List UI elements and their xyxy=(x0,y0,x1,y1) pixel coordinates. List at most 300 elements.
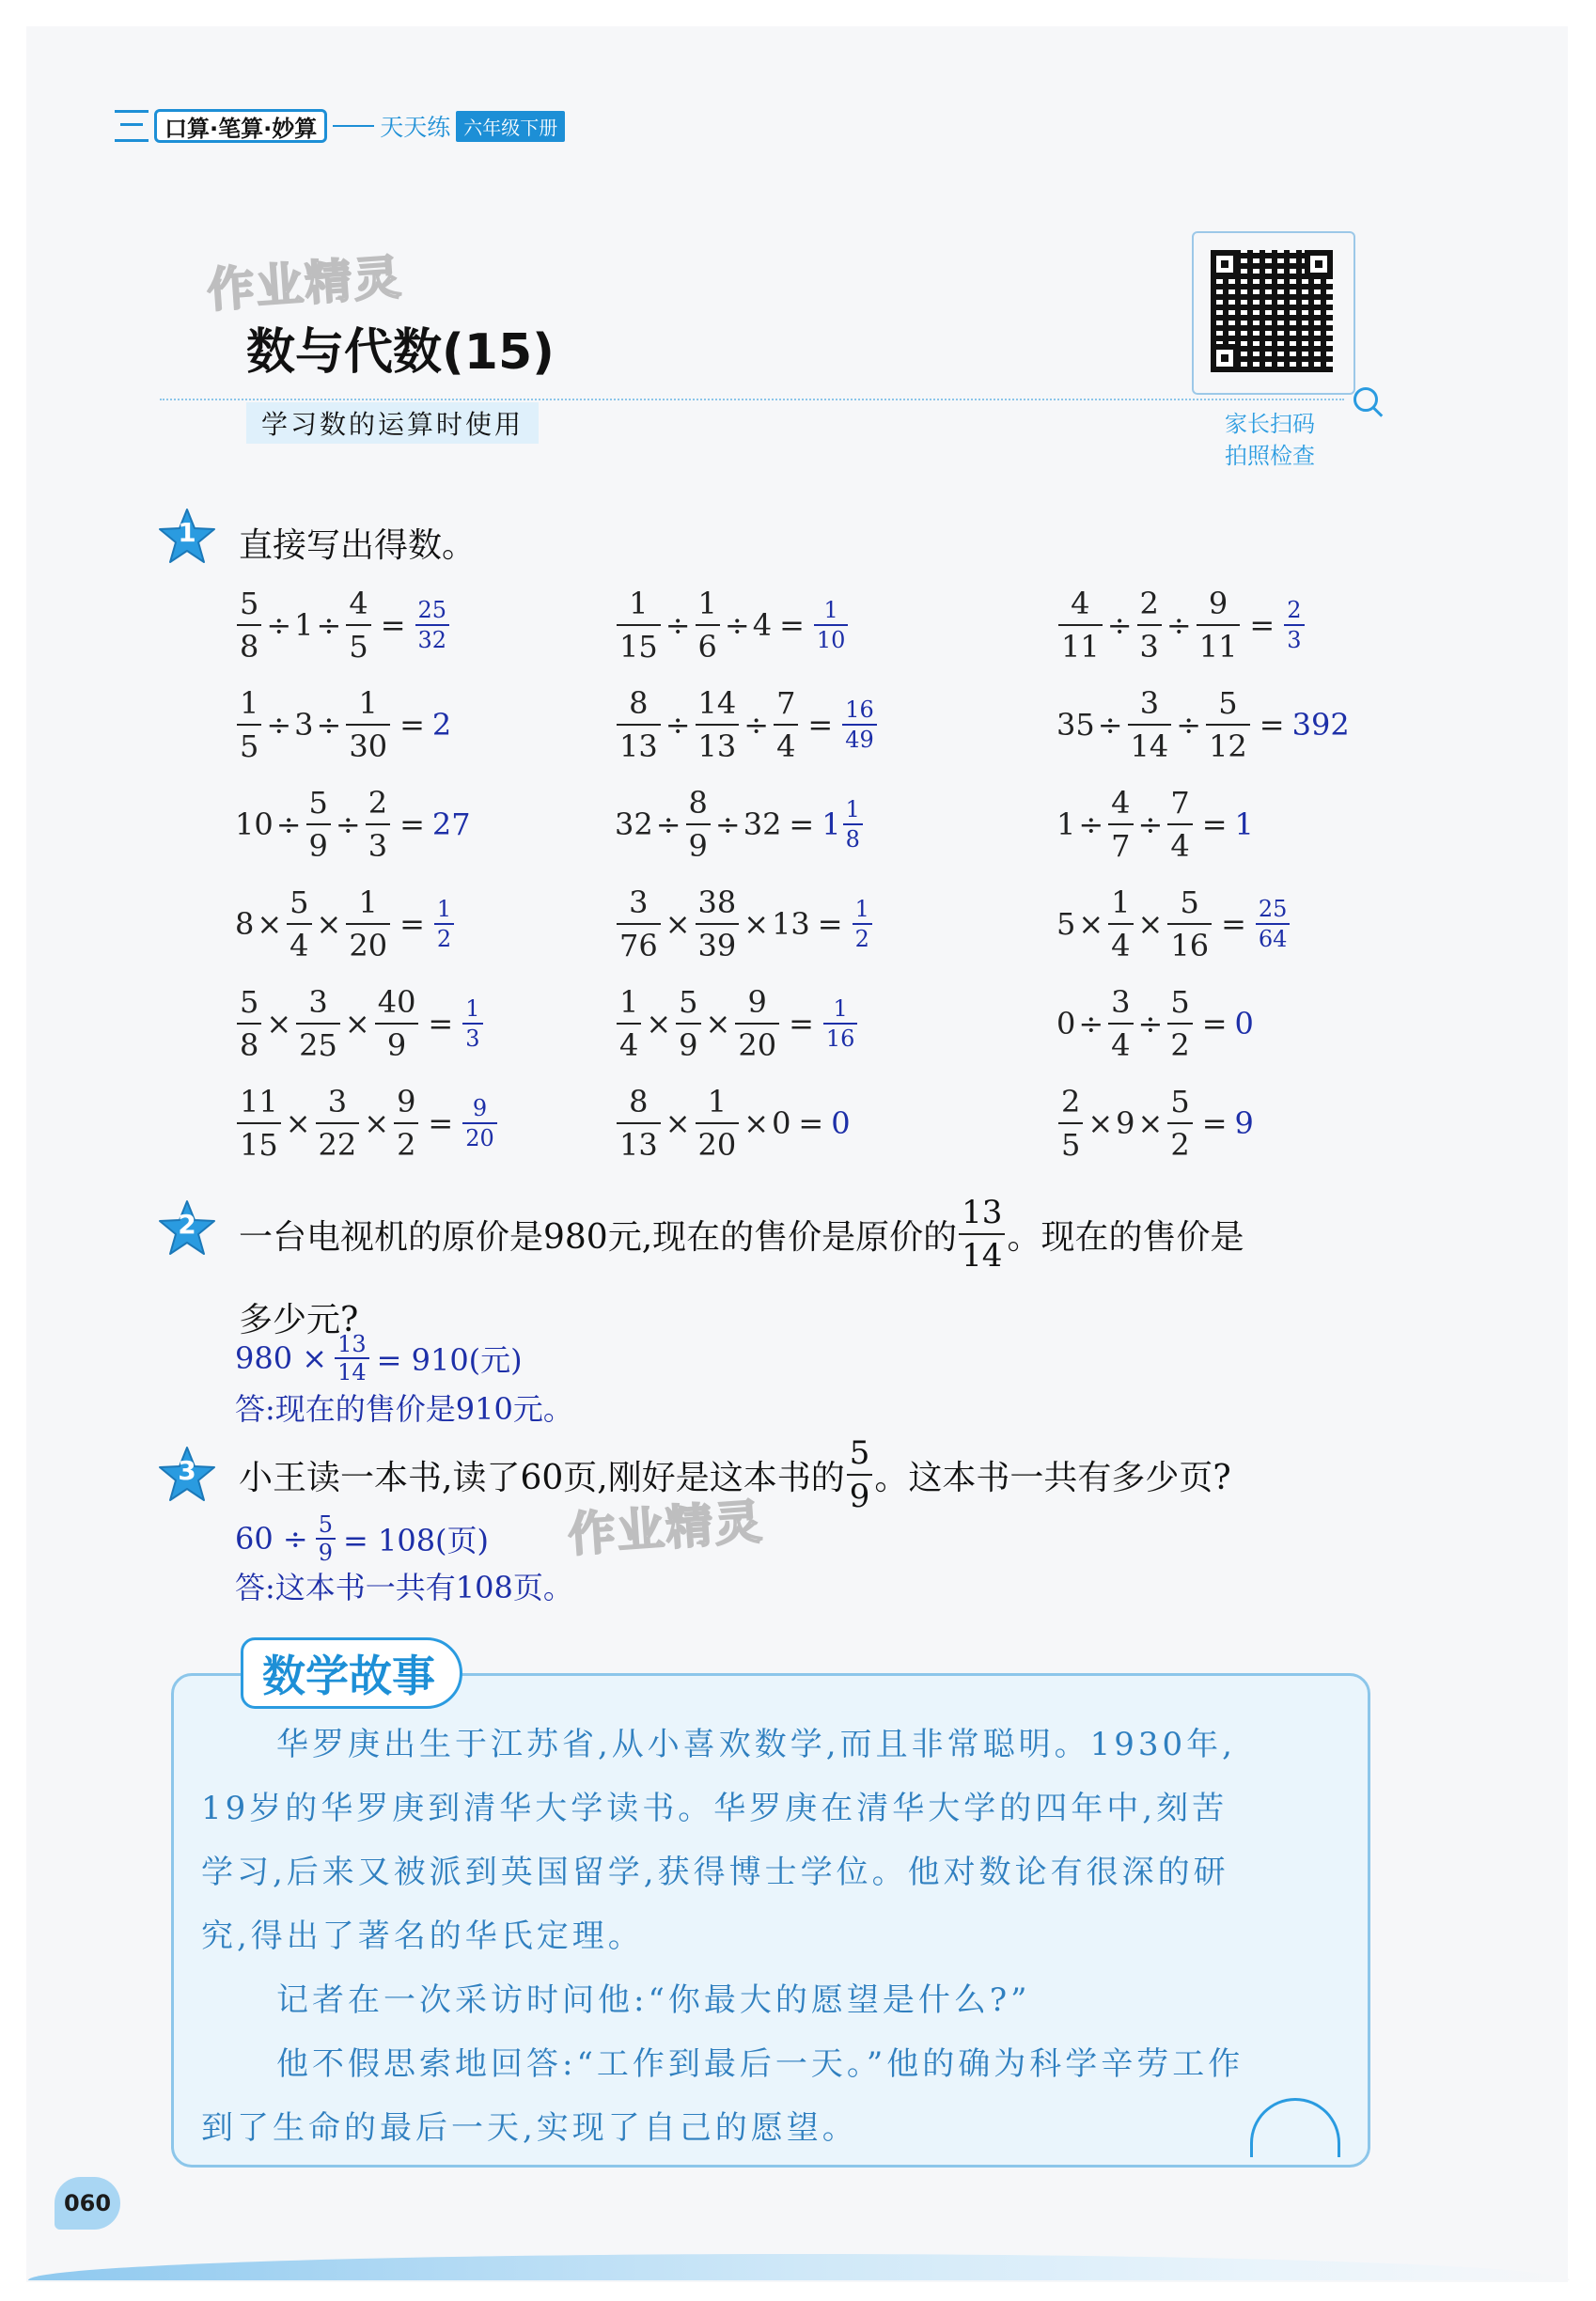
work-frac-numerator: 5 xyxy=(318,1511,333,1538)
watermark-top: 作业精灵 xyxy=(205,249,405,319)
exercise-item xyxy=(615,682,879,767)
exercise-item xyxy=(235,682,451,767)
fraction xyxy=(617,882,661,966)
number: 8 xyxy=(235,906,255,942)
section-3-work xyxy=(235,1511,489,1566)
operator: ÷ xyxy=(714,806,741,842)
fraction xyxy=(696,1081,740,1166)
operator: × xyxy=(344,1006,370,1041)
fraction xyxy=(1137,583,1162,667)
number: 1 xyxy=(1056,806,1076,842)
operator: × xyxy=(285,1105,311,1141)
operator: ÷ xyxy=(655,806,681,842)
exercise-item xyxy=(235,583,451,667)
fraction-denominator: 49 xyxy=(845,727,874,753)
fraction xyxy=(1128,682,1172,767)
operator: ÷ xyxy=(665,707,691,743)
fraction-numerator: 13 xyxy=(962,1194,1003,1231)
header-dash xyxy=(333,125,374,127)
exercise-item xyxy=(1056,882,1291,966)
operator: ÷ xyxy=(1137,806,1164,842)
equals-sign: = xyxy=(789,806,815,842)
work-right: = 108(页) xyxy=(342,1523,490,1558)
fraction xyxy=(1284,596,1304,654)
fraction xyxy=(676,981,700,1066)
qr-caption xyxy=(1218,408,1322,472)
story-line-1: 华罗庚出生于江苏省,从小喜欢数学,而且非常聪明。1930年, xyxy=(276,1726,1236,1763)
fraction xyxy=(1058,583,1103,667)
fraction xyxy=(617,682,661,767)
fraction-numerator: 9 xyxy=(747,984,767,1020)
number: 9 xyxy=(1116,1105,1135,1141)
fraction-denominator: 13 xyxy=(619,728,658,764)
section-2-text-before: 一台电视机的原价是980元,现在的售价是原价的 xyxy=(239,1217,958,1257)
fraction-denominator: 15 xyxy=(619,629,658,665)
section-2-answer: 答:现在的售价是910元。 xyxy=(235,1391,573,1427)
operator: ÷ xyxy=(275,806,302,842)
fraction-denominator: 20 xyxy=(697,1127,737,1163)
fraction xyxy=(823,994,858,1053)
fraction-numerator: 1 xyxy=(619,984,639,1020)
equals-sign: = xyxy=(1201,1006,1228,1041)
fraction-numerator: 1 xyxy=(1111,884,1131,920)
fraction-denominator: 13 xyxy=(619,1127,658,1163)
fraction-numerator: 2 xyxy=(1139,586,1159,621)
fraction xyxy=(1167,981,1192,1066)
operator: ÷ xyxy=(1106,607,1133,643)
handwritten-answer xyxy=(851,895,874,953)
fraction xyxy=(617,583,661,667)
operator: ÷ xyxy=(335,806,361,842)
fraction-denominator: 2 xyxy=(1170,1027,1190,1063)
fraction-numerator: 1 xyxy=(629,586,649,621)
fraction-numerator: 1 xyxy=(707,1084,728,1119)
fraction xyxy=(316,1081,360,1166)
operator: ÷ xyxy=(266,707,292,743)
book-header xyxy=(115,109,565,143)
work-left: 60 ÷ xyxy=(235,1521,308,1557)
section-3-text-after: 。这本书一共有多少页? xyxy=(874,1458,1231,1497)
operator: × xyxy=(705,1006,731,1041)
fraction-numerator: 5 xyxy=(308,785,328,821)
fraction-numerator: 3 xyxy=(327,1084,348,1119)
lesson-subtitle: 学习数的运算时使用 xyxy=(246,402,539,444)
fraction-numerator: 4 xyxy=(1111,785,1131,821)
exercise-item xyxy=(235,1081,499,1166)
fraction xyxy=(1167,882,1212,966)
fraction xyxy=(853,895,872,953)
fraction xyxy=(843,795,863,853)
fraction-numerator: 5 xyxy=(240,586,259,621)
exercise-item xyxy=(615,583,850,667)
section-3-answer: 答:这本书一共有108页。 xyxy=(235,1570,573,1605)
series-name: 天天练 xyxy=(380,114,451,141)
operator: ÷ xyxy=(1137,1006,1164,1041)
section-2-fraction xyxy=(959,1192,1005,1276)
handwritten-answer xyxy=(461,994,484,1053)
fraction-numerator: 5 xyxy=(1218,685,1238,721)
equals-sign: = xyxy=(1259,707,1285,743)
fraction-numerator: 40 xyxy=(377,984,416,1020)
fraction xyxy=(1197,583,1241,667)
handwritten-answer: 2 xyxy=(431,707,452,743)
fraction-denominator: 13 xyxy=(697,728,737,764)
work-frac-denominator: 9 xyxy=(318,1540,333,1566)
page-number: 060 xyxy=(55,2177,120,2230)
fraction-denominator: 22 xyxy=(318,1127,357,1163)
fraction-numerator: 2 xyxy=(368,785,388,821)
fraction-numerator: 2 xyxy=(1061,1084,1081,1119)
fraction-numerator: 9 xyxy=(397,1084,416,1119)
story-line-6: 他不假思索地回答:“工作到最后一天。”他的确为科学辛劳工作 xyxy=(276,2045,1244,2083)
fraction-denominator: 30 xyxy=(349,728,388,764)
fraction xyxy=(1256,895,1291,953)
fraction-denominator: 4 xyxy=(619,1027,639,1063)
fraction-denominator: 2 xyxy=(397,1127,416,1163)
exercise-item xyxy=(235,981,485,1066)
fraction-denominator: 12 xyxy=(1209,728,1247,764)
handwritten-answer xyxy=(812,596,851,654)
fraction-denominator: 5 xyxy=(1061,1127,1081,1163)
fraction-denominator: 3 xyxy=(1287,627,1302,653)
qr-caption-line2: 拍照检查 xyxy=(1225,443,1315,469)
fraction-numerator: 38 xyxy=(697,884,737,920)
fraction-numerator: 5 xyxy=(1170,984,1190,1020)
handwritten-answer: 9 xyxy=(1234,1105,1254,1141)
exercise-item xyxy=(1056,981,1254,1066)
work-fraction xyxy=(316,1511,336,1566)
fraction-denominator: 5 xyxy=(349,629,368,665)
handwritten-answer: 0 xyxy=(1234,1006,1254,1041)
fraction-denominator: 9 xyxy=(386,1027,407,1063)
fraction xyxy=(394,1081,418,1166)
watermark-middle: 作业精灵 xyxy=(566,1494,766,1563)
exercise-item xyxy=(1056,682,1350,767)
fraction-numerator: 1 xyxy=(358,685,378,721)
fraction xyxy=(287,882,311,966)
fraction xyxy=(1108,981,1133,1066)
fraction-numerator: 9 xyxy=(1208,586,1228,621)
story-line-7: 到了生命的最后一天,实现了自己的愿望。 xyxy=(201,2109,858,2147)
fraction-denominator: 9 xyxy=(679,1027,698,1063)
fraction-numerator: 4 xyxy=(1071,586,1090,621)
fraction-denominator: 8 xyxy=(845,826,860,853)
handwritten-answer: 1 xyxy=(1234,806,1254,842)
fraction-denominator: 4 xyxy=(289,928,309,963)
handwritten-answer xyxy=(414,596,452,654)
fraction-numerator: 4 xyxy=(349,586,368,621)
fraction xyxy=(1167,1081,1192,1166)
fraction-numerator: 5 xyxy=(1170,1084,1190,1119)
fraction-denominator: 2 xyxy=(854,926,869,952)
fraction xyxy=(617,981,641,1066)
story-line-4: 究,得出了著名的华氏定理。 xyxy=(201,1918,644,1955)
fraction-denominator: 15 xyxy=(240,1127,278,1163)
equals-sign: = xyxy=(1249,607,1275,643)
fraction-denominator: 4 xyxy=(1170,828,1190,864)
fraction-numerator: 1 xyxy=(845,796,860,822)
fraction-numerator: 1 xyxy=(697,586,717,621)
equals-sign: = xyxy=(399,806,425,842)
fraction-denominator: 11 xyxy=(1198,629,1238,665)
number: 13 xyxy=(772,906,810,942)
fraction-denominator: 9 xyxy=(308,828,328,864)
exercise-item xyxy=(235,782,471,867)
fraction-numerator: 25 xyxy=(417,597,447,623)
handwritten-answer xyxy=(432,895,456,953)
qr-finder-icon xyxy=(1211,344,1239,372)
fraction xyxy=(696,583,720,667)
handwritten-answer xyxy=(821,994,860,1053)
fraction-numerator: 1 xyxy=(854,896,869,922)
fraction-numerator: 3 xyxy=(308,984,328,1020)
fraction-denominator: 9 xyxy=(849,1478,870,1515)
fraction-denominator: 6 xyxy=(697,629,717,665)
operator: ÷ xyxy=(1166,607,1192,643)
section-3-number: 3 xyxy=(178,1455,196,1486)
number: 32 xyxy=(615,806,653,842)
fraction-denominator: 11 xyxy=(1061,629,1100,665)
fraction-numerator: 5 xyxy=(240,984,259,1020)
abacus-icon xyxy=(115,110,149,142)
fraction-numerator: 1 xyxy=(436,896,452,922)
title-divider xyxy=(160,399,1344,400)
number: 0 xyxy=(1056,1006,1076,1041)
book-title: 口算·笔算·妙算 xyxy=(154,109,327,143)
exercise-item xyxy=(1056,583,1307,667)
fraction-denominator: 14 xyxy=(1130,728,1169,764)
fraction-numerator: 8 xyxy=(629,685,649,721)
section-1-number: 1 xyxy=(178,517,196,548)
number: 5 xyxy=(1056,906,1076,942)
handwritten-answer: 1 $\frac{1}{8}$ xyxy=(821,795,865,853)
fraction-numerator: 3 xyxy=(629,884,649,920)
section-2-text-after: 。现在的售价是 xyxy=(1007,1217,1244,1257)
operator: × xyxy=(364,1105,390,1141)
operator: × xyxy=(266,1006,292,1041)
fraction-denominator: 2 xyxy=(436,926,452,952)
qr-finder-icon xyxy=(1211,250,1239,278)
handwritten-answer xyxy=(461,1094,499,1152)
operator: ÷ xyxy=(665,607,691,643)
fraction-denominator: 5 xyxy=(240,728,259,764)
fraction-denominator: 16 xyxy=(1170,928,1210,963)
handwritten-answer: 27 xyxy=(431,806,471,842)
number: 4 xyxy=(752,607,773,643)
fraction-numerator: 1 xyxy=(833,995,848,1022)
operator: ÷ xyxy=(1078,806,1104,842)
fraction xyxy=(296,981,340,1066)
fraction xyxy=(1108,782,1133,867)
section-2-question xyxy=(239,1192,1244,1276)
operator: × xyxy=(743,906,770,942)
fraction xyxy=(237,682,261,767)
equals-sign: = xyxy=(1201,806,1228,842)
operator: ÷ xyxy=(1097,707,1123,743)
fraction xyxy=(346,583,370,667)
exercise-item xyxy=(1056,782,1254,867)
fraction xyxy=(774,682,798,767)
search-icon xyxy=(1353,387,1378,412)
work-left: 980 × xyxy=(235,1340,328,1376)
operator: × xyxy=(665,906,691,942)
story-line-2: 19岁的华罗庚到清华大学读书。华罗庚在清华大学的四年中,刻苦 xyxy=(201,1790,1228,1827)
equals-sign: = xyxy=(399,906,425,942)
fraction-denominator: 9 xyxy=(688,828,708,864)
equals-sign: = xyxy=(807,707,834,743)
fraction xyxy=(346,682,390,767)
fraction-denominator: 3 xyxy=(368,828,388,864)
operator: ÷ xyxy=(316,707,342,743)
operator: × xyxy=(257,906,283,942)
fraction-numerator: 3 xyxy=(1111,984,1131,1020)
fraction xyxy=(237,583,261,667)
fraction-numerator: 14 xyxy=(697,685,737,721)
fraction-denominator: 4 xyxy=(776,728,796,764)
fraction-numerator: 5 xyxy=(679,984,698,1020)
qr-finder-icon xyxy=(1305,250,1333,278)
operator: × xyxy=(316,906,342,942)
fraction xyxy=(842,696,877,754)
fraction-numerator: 25 xyxy=(1258,896,1288,922)
fraction xyxy=(462,994,482,1053)
equals-sign: = xyxy=(779,607,805,643)
fraction-numerator: 7 xyxy=(776,685,796,721)
exercise-item xyxy=(615,1081,851,1166)
fraction-numerator: 1 xyxy=(240,685,259,721)
fraction-numerator: 11 xyxy=(240,1084,278,1119)
fraction xyxy=(415,596,450,654)
fraction xyxy=(462,1094,497,1152)
qr-caption-line1: 家长扫码 xyxy=(1225,411,1315,437)
story-title: 数学故事 xyxy=(241,1637,462,1709)
equals-sign: = xyxy=(789,1006,814,1041)
qr-code-icon[interactable] xyxy=(1211,250,1333,372)
fraction-denominator: 20 xyxy=(738,1027,777,1063)
fraction xyxy=(1206,682,1250,767)
handwritten-answer xyxy=(840,696,879,754)
fraction-numerator: 1 xyxy=(358,884,378,920)
fraction xyxy=(735,981,779,1066)
fraction-denominator: 2 xyxy=(1170,1127,1190,1163)
fraction-denominator: 7 xyxy=(1111,828,1131,864)
fraction-denominator: 14 xyxy=(962,1237,1003,1275)
fraction xyxy=(1108,882,1133,966)
equals-sign: = xyxy=(1221,906,1246,942)
operator: ÷ xyxy=(724,607,750,643)
number: 3 xyxy=(294,707,314,743)
story-line-5: 记者在一次采访时问他:“你最大的愿望是什么?” xyxy=(276,1981,1031,2019)
handwritten-answer: 0 xyxy=(831,1105,851,1141)
fraction-numerator: 7 xyxy=(1170,785,1190,821)
fraction-denominator: 16 xyxy=(825,1025,855,1052)
fraction-numerator: 5 xyxy=(849,1434,870,1472)
fraction-numerator: 8 xyxy=(688,785,708,821)
lesson-title: 数与代数(15) xyxy=(246,324,555,381)
work-fraction xyxy=(335,1331,369,1385)
fraction xyxy=(1167,782,1192,867)
exercise-item xyxy=(615,882,874,966)
fraction xyxy=(696,682,740,767)
equals-sign: = xyxy=(1201,1105,1228,1141)
fraction-denominator: 76 xyxy=(619,928,658,963)
fraction xyxy=(814,596,849,654)
equals-sign: = xyxy=(380,607,406,643)
fraction xyxy=(237,1081,281,1166)
section-2-work xyxy=(235,1331,523,1385)
fraction xyxy=(1058,1081,1083,1166)
equals-sign: = xyxy=(798,1105,824,1141)
story-line-3: 学习,后来又被派到英国留学,获得博士学位。他对数论有很深的研 xyxy=(201,1854,1229,1891)
fraction-numerator: 3 xyxy=(1139,685,1160,721)
work-frac-denominator: 14 xyxy=(337,1359,367,1385)
fraction-denominator: 8 xyxy=(240,629,259,665)
section-1-instruction: 直接写出得数。 xyxy=(239,526,477,565)
fraction-denominator: 8 xyxy=(240,1027,259,1063)
fraction-denominator: 3 xyxy=(465,1025,480,1052)
fraction-denominator: 39 xyxy=(697,928,737,963)
number: 32 xyxy=(743,806,782,842)
fraction-denominator: 20 xyxy=(465,1125,494,1151)
fraction xyxy=(306,782,331,867)
equals-sign: = xyxy=(817,906,843,942)
fraction xyxy=(696,882,740,966)
fraction-numerator: 1 xyxy=(465,995,480,1022)
fraction-denominator: 64 xyxy=(1258,926,1288,952)
operator: × xyxy=(1137,1105,1164,1141)
fraction-numerator: 2 xyxy=(1287,597,1302,623)
fraction-denominator: 20 xyxy=(349,928,388,963)
operator: ÷ xyxy=(743,707,770,743)
fraction xyxy=(346,882,390,966)
operator: × xyxy=(1087,1105,1114,1141)
exercise-item xyxy=(615,782,865,867)
operator: ÷ xyxy=(1176,707,1202,743)
fraction-denominator: 25 xyxy=(299,1027,337,1063)
operator: ÷ xyxy=(316,607,342,643)
section-2-number: 2 xyxy=(178,1209,196,1240)
fraction-numerator: 5 xyxy=(289,884,309,920)
fraction-numerator: 16 xyxy=(845,697,874,723)
operator: × xyxy=(665,1105,691,1141)
number: 35 xyxy=(1056,707,1095,743)
fraction xyxy=(237,981,261,1066)
fraction-numerator: 1 xyxy=(823,597,838,623)
fraction-denominator: 3 xyxy=(1139,629,1159,665)
equals-sign: = xyxy=(428,1105,454,1141)
number: 10 xyxy=(235,806,274,842)
operator: ÷ xyxy=(266,607,292,643)
fraction-numerator: 8 xyxy=(629,1084,649,1119)
number: 0 xyxy=(772,1105,791,1141)
exercise-item xyxy=(1056,1081,1254,1166)
handwritten-answer: 392 xyxy=(1291,707,1350,743)
fraction-denominator: 4 xyxy=(1111,1027,1131,1063)
grade-badge: 六年级下册 xyxy=(456,111,565,142)
fraction xyxy=(617,1081,661,1166)
operator: × xyxy=(646,1006,672,1041)
fraction xyxy=(366,782,390,867)
section-3-text-before: 小王读一本书,读了60页,刚好是这本书的 xyxy=(239,1458,845,1497)
work-frac-numerator: 13 xyxy=(337,1331,367,1357)
fraction xyxy=(375,981,419,1066)
equals-sign: = xyxy=(428,1006,454,1041)
fraction-denominator: 4 xyxy=(1111,928,1131,963)
section-2-question-line2: 多少元? xyxy=(239,1301,359,1339)
section-3-fraction xyxy=(847,1432,873,1517)
fraction-numerator: 5 xyxy=(1180,884,1199,920)
operator: × xyxy=(743,1105,770,1141)
